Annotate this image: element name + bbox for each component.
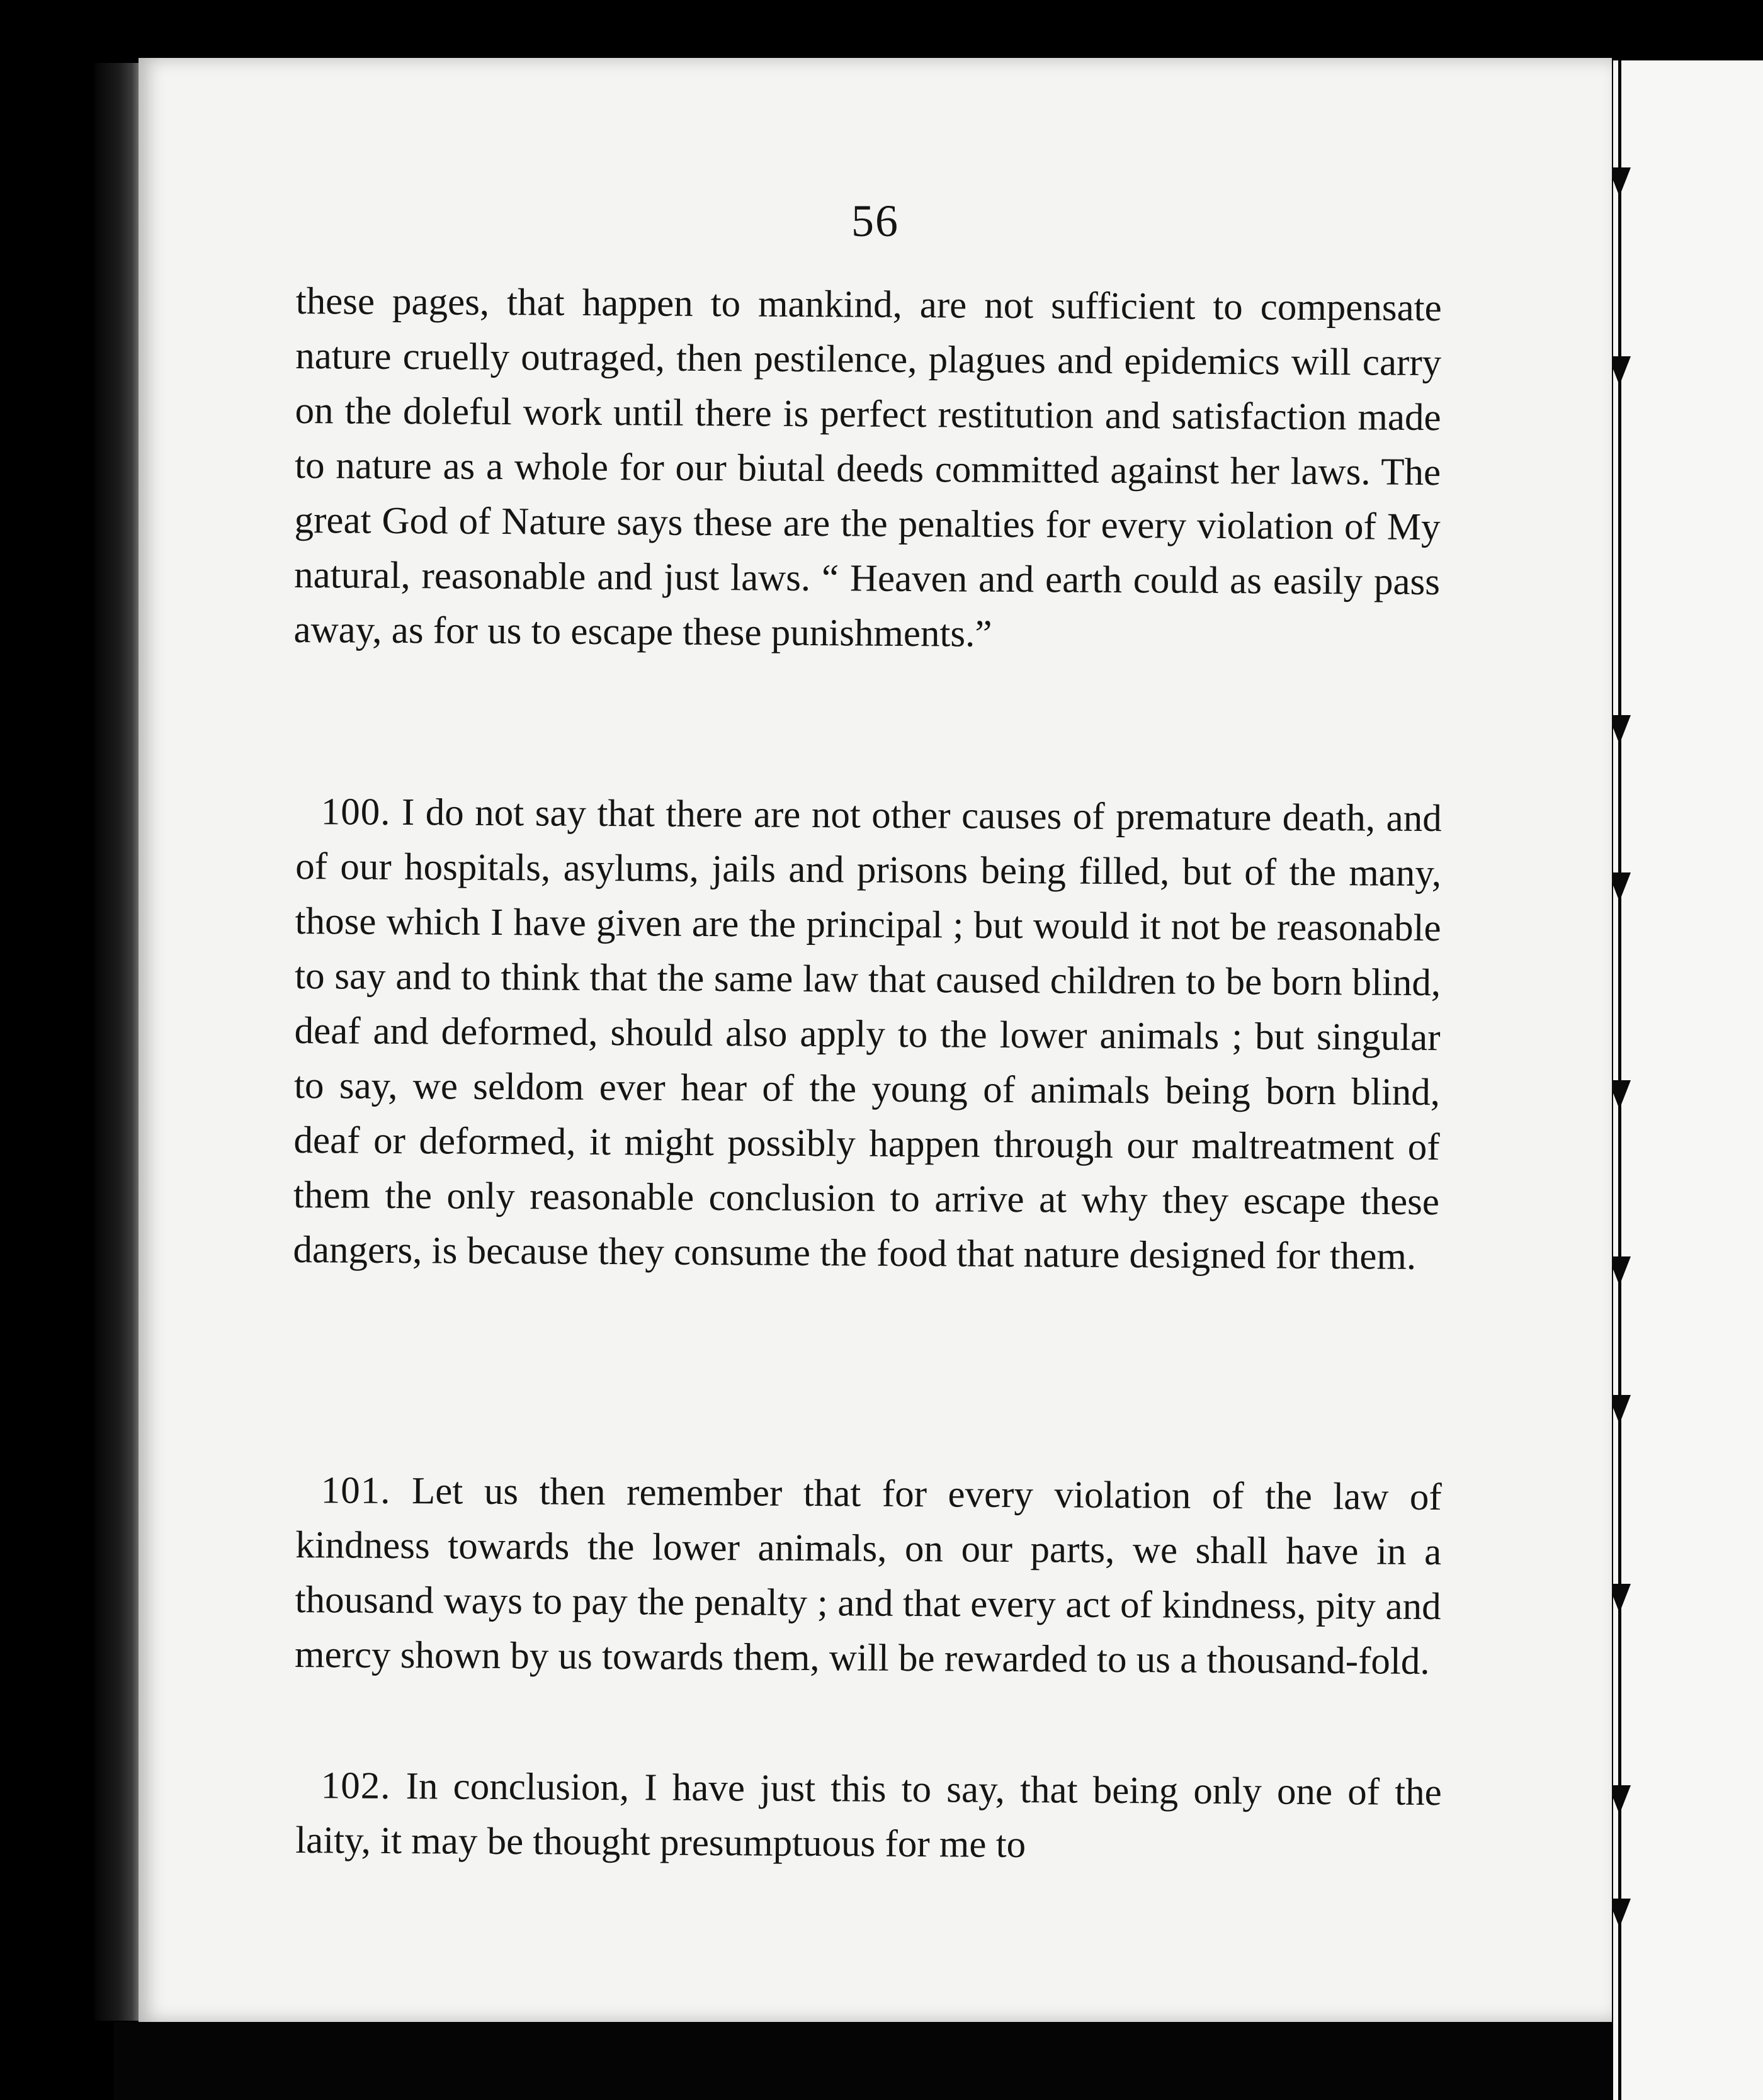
book-spine-edge bbox=[94, 63, 139, 2021]
adjacent-page-edge bbox=[1613, 60, 1763, 2100]
paragraph-100 bbox=[293, 784, 1442, 1284]
page-border-rule bbox=[1618, 60, 1621, 2100]
scan-background bbox=[113, 2022, 1613, 2100]
paragraph-number: 101. bbox=[320, 1469, 391, 1512]
page-number: 56 bbox=[851, 196, 899, 246]
paragraph-text: I do not say that there are not other causes of premature death, and of our hospitals, asylums, jails and prisons being filled, but of the many, those which I have given are the principal ; but would it not be reasonable to say and to think that the same law that caused children to be born blind, deaf and deformed, should also apply to the lower animals ; but singular to say, we seldom ever hear of the young of animals being born blind, deaf or deformed, it might possibly happen through our maltreatment of them the only reasonable conclusion to arrive at why they escape these dangers, is because they consume the food that nature designed for them. bbox=[293, 791, 1442, 1278]
paragraph-text: In conclusion, I have just this to say, that being only one of the laity, it may be thought presumptuous for me to bbox=[295, 1765, 1442, 1866]
paragraph-number: 100. bbox=[320, 791, 391, 833]
paragraph-101 bbox=[295, 1463, 1442, 1689]
paragraph-number: 102. bbox=[320, 1764, 391, 1807]
paragraph-text: these pages, that happen to mankind, are not sufficient to compensate nature cruelly outraged, then pestilence, plagues and epidemics will carry on the doleful work until there is perfect restitution and satisfaction made to nature as a whole for our biutal deeds committed against her laws. The great God of Nature says these are the penalties for every violation of My natural, reasonable and just laws. “ Heaven and earth could as easily pass away, as for us to escape these punishments.” bbox=[293, 279, 1442, 655]
paragraph-102 bbox=[295, 1758, 1442, 1875]
paragraph-continued bbox=[293, 274, 1442, 664]
paragraph-text: Let us then remember that for every violation of the law of kindness towards the lower animals, on our parts, we shall have in a thousand ways to pay the penalty ; and that every act of kindness, pity and mercy shown by us towards them, will be rewarded to us a thousand-fold. bbox=[294, 1470, 1442, 1683]
